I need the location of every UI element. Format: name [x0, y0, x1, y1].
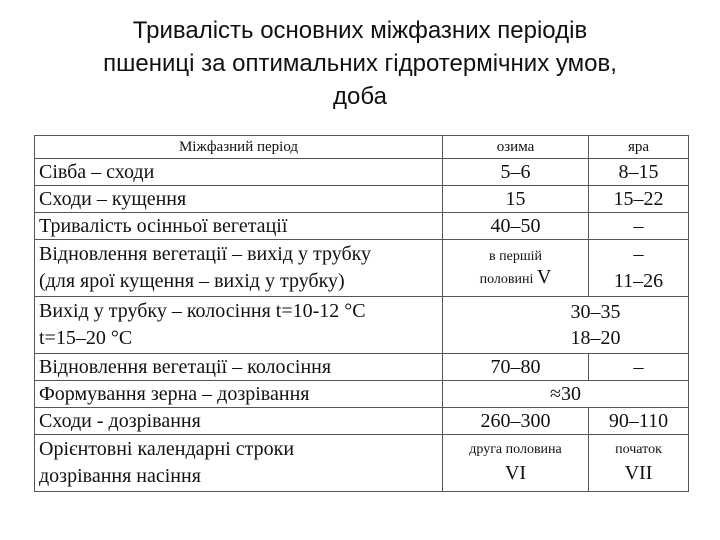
row-winter-value: 70–80 [443, 354, 589, 381]
row-period: Сходи – кущення [35, 186, 443, 213]
row-period: Формування зерна – дозрівання [35, 381, 443, 408]
phase-duration-table [34, 135, 689, 492]
header-winter: озима [443, 136, 589, 159]
header-period: Міжфазний період [35, 136, 443, 159]
row-period: Тривалість осінньої вегетації [35, 213, 443, 240]
merged-value-line-2: 18–20 [570, 327, 621, 349]
row-period [35, 240, 443, 297]
winter-note-month: V [536, 265, 552, 288]
table-row [35, 297, 689, 354]
title-line-2: пшениці за оптимальних гідротермічних умов, [103, 50, 617, 77]
row-period-line-1: Вихід у трубку – колосіння t=10-12 °С [39, 300, 366, 322]
table-row [35, 213, 689, 240]
row-period-line-2: t=15–20 °С [39, 327, 133, 349]
winter-note-line-2: VI [504, 461, 527, 484]
spring-note-line-1: початок [615, 441, 662, 457]
row-spring-value [589, 240, 689, 297]
winter-note-text: половині [479, 271, 534, 287]
spring-value-line-2: 11–26 [613, 270, 664, 292]
table-row [35, 159, 689, 186]
row-winter-value [443, 435, 589, 492]
table-row [35, 381, 689, 408]
title-line-1: Тривалість основних міжфазних періодів [132, 17, 588, 44]
row-spring-value: 90–110 [589, 408, 689, 435]
row-period [35, 297, 443, 354]
table-header-row [35, 136, 689, 159]
table-row [35, 354, 689, 381]
row-period-line-2: (для ярої кущення – вихід у трубку) [39, 270, 345, 292]
row-period: Відновлення вегетації – колосіння [35, 354, 443, 381]
row-merged-value [443, 297, 689, 354]
table-row [35, 240, 689, 297]
title-line-3: доба [333, 83, 387, 110]
row-spring-value: 15–22 [589, 186, 689, 213]
table-row [35, 435, 689, 492]
row-period: Сходи - дозрівання [35, 408, 443, 435]
merged-value-line-1: 30–35 [570, 301, 621, 323]
row-period-line-1: Орієнтовні календарні строки [39, 438, 295, 460]
row-spring-value: – [589, 213, 689, 240]
slide-title [0, 14, 720, 113]
spring-note-line-2: VII [624, 461, 653, 484]
winter-note-line-1: друга половина [469, 441, 562, 457]
row-winter-value: 260–300 [443, 408, 589, 435]
table-row [35, 408, 689, 435]
row-winter-value: 15 [443, 186, 589, 213]
winter-note-line-2 [447, 267, 584, 290]
row-spring-value: 8–15 [589, 159, 689, 186]
row-period-line-2: дозрівання насіння [39, 465, 201, 487]
row-period [35, 435, 443, 492]
spring-value-line-1: – [633, 243, 644, 265]
table-row [35, 186, 689, 213]
row-spring-value: – [589, 354, 689, 381]
row-period-line-1: Відновлення вегетації – вихід у трубку [39, 243, 372, 265]
winter-note-line-1: в першій [489, 248, 542, 264]
row-merged-value: ≈30 [443, 381, 689, 408]
row-winter-value [443, 240, 589, 297]
header-spring: яра [589, 136, 689, 159]
row-spring-value [589, 435, 689, 492]
row-winter-value: 40–50 [443, 213, 589, 240]
row-winter-value: 5–6 [443, 159, 589, 186]
row-period: Сівба – сходи [35, 159, 443, 186]
